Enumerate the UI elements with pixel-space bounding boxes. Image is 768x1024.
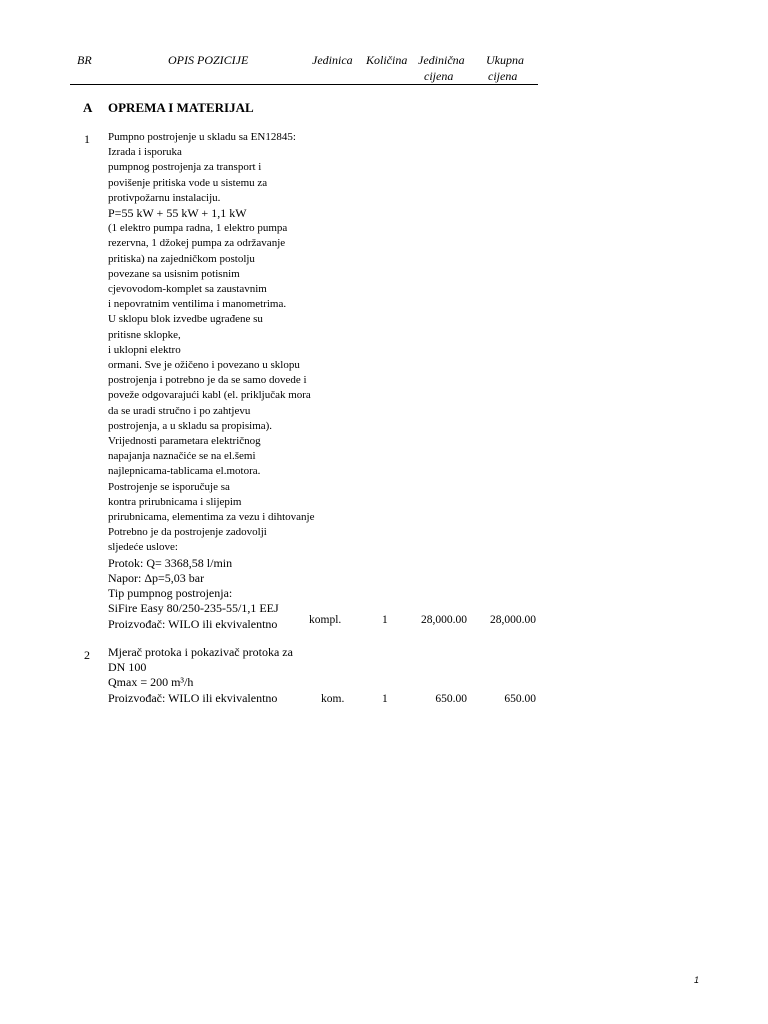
header-jedinicna: Jedinična xyxy=(418,53,465,67)
header-ukupna-cijena: cijena xyxy=(488,69,518,83)
item-quantity: 1 xyxy=(382,693,388,705)
description-line: najlepnicama-tablicama el.motora. xyxy=(108,465,261,478)
section-letter: A xyxy=(83,100,93,115)
description-line: Mjerač protoka i pokazivač protoka za xyxy=(108,645,293,659)
page-number: 1 xyxy=(694,975,700,985)
description-line: povezane sa usisnim potisnim xyxy=(108,267,240,280)
description-line: i nepovratnim ventilima i manometrima. xyxy=(108,298,287,311)
description-line: Napor: Δp=5,03 bar xyxy=(108,570,205,585)
description-line: Pumpno postrojenje u skladu sa EN12845: xyxy=(108,131,296,143)
description-line: P=55 kW + 55 kW + 1,1 kW xyxy=(108,206,247,221)
description-line: postrojenja i potrebno je da se samo dovede i xyxy=(108,374,307,387)
description-line: Potrebno je da postrojenje zadovolji xyxy=(108,526,267,539)
header-jedinica: Jedinica xyxy=(312,53,353,67)
description-line: poveže odgovarajući kabl (el. priključak mora xyxy=(108,389,311,402)
item-number: 2 xyxy=(84,648,90,662)
header-jedinicna-cijena: cijena xyxy=(424,69,454,83)
item-quantity: 1 xyxy=(382,614,388,626)
item-total: 28,000.00 xyxy=(490,614,536,626)
item-total: 650.00 xyxy=(504,693,536,705)
description-line: protivpožarnu instalaciju. xyxy=(108,191,221,204)
item-description xyxy=(108,645,293,706)
description-line: napajanja naznačiće se na el.šemi xyxy=(108,450,256,463)
item-unit-price: 28,000.00 xyxy=(421,614,467,626)
description-line: Qmax = 200 m³/h xyxy=(108,675,194,690)
item-unit-price: 650.00 xyxy=(435,693,467,705)
description-line: Proizvođač: WILO ili ekvivalentno xyxy=(108,690,278,705)
description-line: Izrada i isporuka xyxy=(108,146,182,159)
description-line: (1 elektro pumpa radna, 1 elektro pumpa xyxy=(108,222,288,235)
description-line: povišenje pritiska vode u sistemu za xyxy=(108,176,268,189)
description-line: pritiska) na zajedničkom postolju xyxy=(108,252,255,265)
item-description xyxy=(108,130,314,632)
item-unit: kom. xyxy=(321,693,345,705)
description-line: pumpnog postrojenja za transport i xyxy=(108,161,262,174)
description-line: Tip pumpnog postrojenja: xyxy=(108,586,233,601)
header-br: BR xyxy=(77,53,92,67)
description-line: kontra prirubnicama i slijepim xyxy=(108,495,242,508)
item-number: 1 xyxy=(84,132,90,146)
header-ukupna: Ukupna xyxy=(486,53,524,67)
item-unit: kompl. xyxy=(309,614,342,626)
description-line: Postrojenje se isporučuje sa xyxy=(108,480,230,493)
description-line: U sklopu blok izvedbe ugrađene su xyxy=(108,313,263,326)
description-line: da se uradi stručno i po zahtjevu xyxy=(108,404,251,417)
description-line: prirubnicama, elementima za vezu i dihtovanje xyxy=(108,511,315,524)
description-line: SiFire Easy 80/250-235-55/1,1 EEJ xyxy=(108,601,279,616)
description-line: Proizvođač: WILO ili ekvivalentno xyxy=(108,616,278,631)
description-line: cjevovodom-komplet sa zaustavnim xyxy=(108,283,267,296)
header-opis-pozicije: OPIS POZICIJE xyxy=(168,53,249,67)
header-divider xyxy=(70,84,538,85)
description-line: DN 100 xyxy=(108,660,147,675)
section-title: OPREMA I MATERIJAL xyxy=(108,100,254,115)
description-line: postrojenja, a u skladu sa propisima). xyxy=(108,419,273,432)
description-line: pritisne sklopke, xyxy=(108,328,181,341)
description-line: ormani. Sve je ožičeno i povezano u sklopu xyxy=(108,359,300,372)
header-kolicina: Količina xyxy=(366,53,408,67)
description-line: i uklopni elektro xyxy=(108,343,181,356)
description-line: Vrijednosti parametara električnog xyxy=(108,435,261,448)
description-line: sljedeće uslove: xyxy=(108,541,178,554)
description-line: Protok: Q= 3368,58 l/min xyxy=(108,555,233,570)
description-line: rezervna, 1 džokej pumpa za održavanje xyxy=(108,237,286,250)
